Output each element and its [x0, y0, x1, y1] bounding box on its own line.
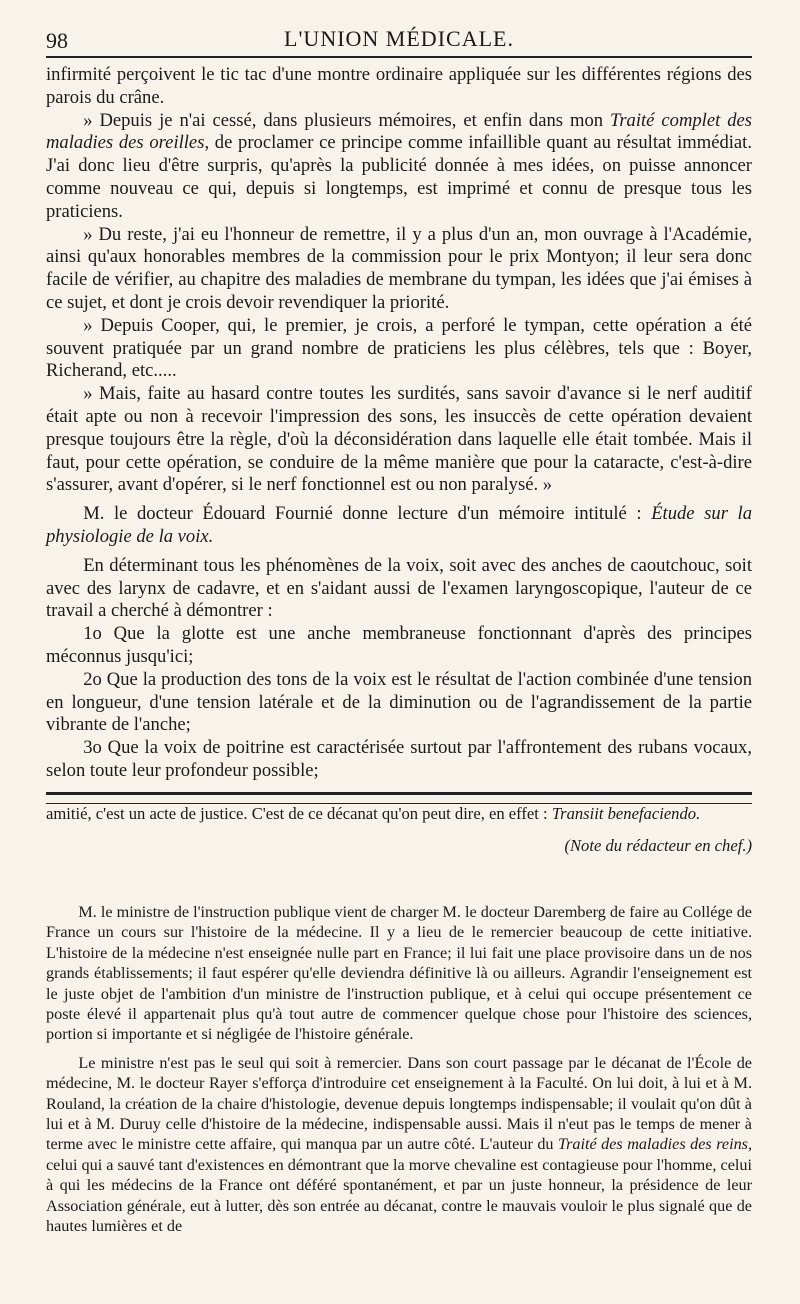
- list-item: 2o Que la production des tons de la voix est le résultat de l'action combinée d'une tension en longueur, d'une tension latérale et de la diminution ou de l'agrandissement de la partie vibrante de l'anche;: [46, 668, 752, 736]
- text-run: , de proclamer ce principe comme infaillible quant au résultat immédiat. J'ai donc lieu d'être surpris, qu'après la publicité donnée à mes idées, on puisse annoncer comme nouveau ce qui, depuis si longtemps, est imprimé et connu de presque tous les praticiens.: [46, 132, 752, 222]
- section-divider: [46, 792, 752, 804]
- feuilleton-column: [46, 804, 752, 856]
- text-run: M. le docteur Édouard Fournié donne lecture d'un mémoire intitulé :: [83, 503, 652, 525]
- paragraph: » Du reste, j'ai eu l'honneur de remettre, il y a plus d'un an, mon ouvrage à l'Académie, ainsi qu'aux honorables membres de la commission pour le prix Montyon; il leur sera donc facile de vérifier, au chapitre des maladies de membrane du tympan, les idées que j'ai émises à ce sujet, et dont je crois devoir revendiquer la priorité.: [46, 223, 752, 313]
- editor-note: (Note du rédacteur en chef.): [564, 836, 752, 855]
- paragraph: En déterminant tous les phénomènes de la voix, soit avec des anches de caoutchouc, soit avec des larynx de cadavre, et en s'aidant aussi de l'examen laryngoscopique, l'auteur de ce travail a cherché à démontrer :: [46, 554, 752, 622]
- list-item: 1o Que la glotte est une anche membraneuse fonctionnant d'après des principes méconnus jusqu'ici;: [46, 623, 752, 667]
- paragraph: [46, 110, 752, 224]
- memoir-title: Étude sur la physiologie de la voix.: [46, 503, 752, 547]
- list-item: 3o Que la voix de poitrine est caractérisée surtout par l'affrontement des rubans vocaux, selon toute leur profondeur possible;: [46, 737, 752, 781]
- text-run: Le ministre n'est pas le seul qui soit à remercier. Dans son court passage par le décanat de l'École de médecine, M. le docteur Rayer s'efforça d'introduire cet enseignement à la Faculté. On lui doit, à lui et à M. Rouland, la création de la chaire d'histologie, devenue depuis longtemps indispensable; il voulait qu'on dût à lui et à M. Duruy celle d'histoire de la médecine, indispensable aussi. Mais il n'eut pas le temps de mener à terme avec le ministre cette affaire, qui manqua par un autre côté. L'auteur du: [46, 1053, 752, 1154]
- text-run: » Depuis je n'ai cessé, dans plusieurs mémoires, et enfin dans mon: [83, 109, 610, 131]
- page-header: [46, 26, 752, 58]
- paragraph: [46, 1053, 752, 1237]
- journal-title: L'UNION MÉDICALE.: [284, 26, 514, 51]
- main-column: [46, 64, 752, 783]
- feuilleton-article: [46, 902, 752, 1237]
- paragraph: [46, 804, 752, 824]
- paragraph: infirmité perçoivent le tic tac d'une montre ordinaire appliquée sur les différentes régions des parois du crâne.: [46, 64, 752, 108]
- quotation: Transiit benefaciendo.: [551, 804, 701, 823]
- book-title: Traité des maladies des reins: [558, 1135, 748, 1154]
- book-title: Traité complet des maladies des oreilles: [46, 109, 752, 154]
- text-run: amitié, c'est un acte de justice. C'est de ce décanat qu'on peut dire, en effet :: [46, 804, 552, 823]
- text-run: , celui qui a sauvé tant d'existences en démontrant que la morve chevaline est contagieuse pour l'homme, celui à qui les médecins de la France ont déféré spontanément, et par un juste honneur, la présidence de leur Association générale, eut à lutter, dès son entrée au décanat, contre le mauvais vouloir le plus signalé que de hautes lumières et de: [46, 1135, 753, 1236]
- page-number: 98: [46, 28, 68, 53]
- paragraph: » Mais, faite au hasard contre toutes les surdités, sans savoir d'avance si le nerf auditif était apte ou non à recevoir l'impression des sons, les insuccès de cette opération devaient presque toujours être la règle, d'où la déconsidération dans laquelle elle était tombée. Mais il faut, pour cette opération, se conduire de la même manière que pour la cataracte, c'est-à-dire s'assurer, avant d'opérer, si le nerf fonctionnel est ou non paralysé. »: [46, 383, 752, 496]
- paragraph: [46, 503, 752, 549]
- paragraph: M. le ministre de l'instruction publique vient de charger M. le docteur Daremberg de faire au Collége de France un cours sur l'histoire de la médecine. Il y a lieu de le remercier beaucoup de cette initiative. L'histoire de la médecine n'est enseignée nulle part en France; il lui fait une place provisoire dans un de nos grands établissements; il faut espérer qu'elle deviendra définitive là ou ailleurs. Agrandir l'enseignement est le juste objet de l'ambition d'un ministre de l'instruction publique, et à celui qui occupe présentement ce poste élevé il appartenait plus qu'à tout autre de commencer quelque chose pour l'histoire des sciences, portion si importante et si négligée de l'histoire générale.: [46, 903, 752, 1044]
- paragraph: » Depuis Cooper, qui, le premier, je crois, a perforé le tympan, cette opération a été souvent pratiquée par un grand nombre de praticiens les plus célèbres, tels que : Boyer, Richerand, etc.....: [46, 314, 752, 382]
